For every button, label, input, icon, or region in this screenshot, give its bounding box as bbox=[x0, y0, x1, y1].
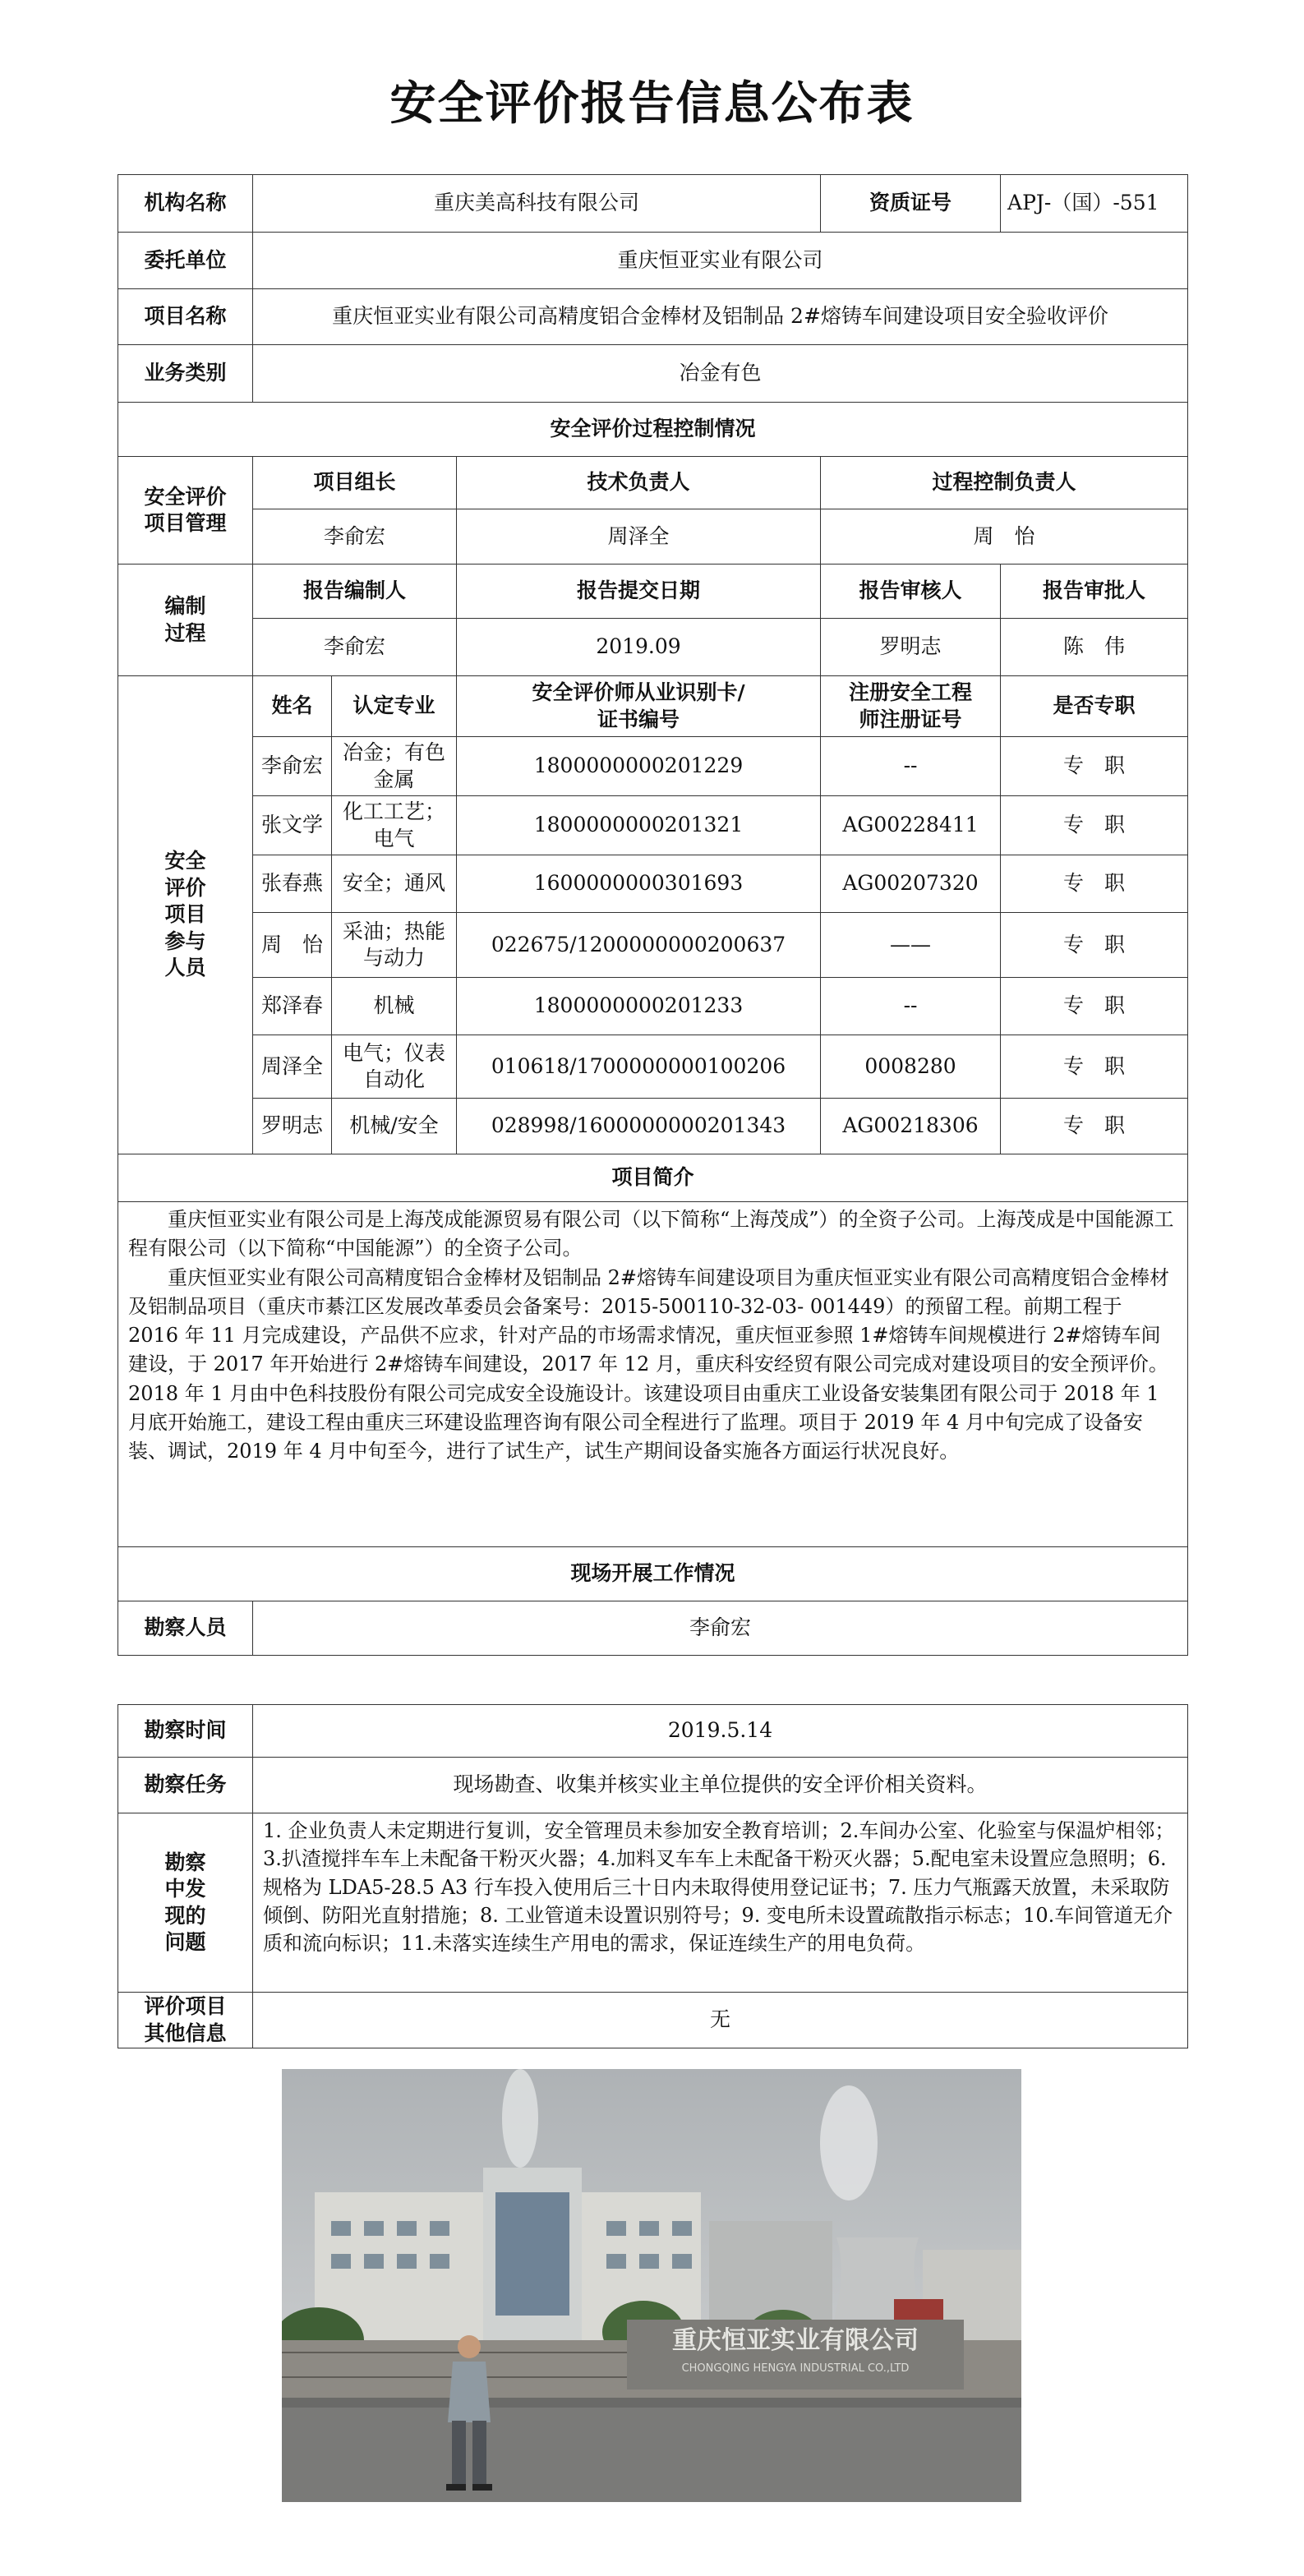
header-cert-number: 安全评价师从业识别卡/ 证书编号 bbox=[457, 676, 821, 737]
approver-value: 陈 伟 bbox=[1001, 619, 1188, 676]
participant-name: 李俞宏 bbox=[253, 737, 332, 796]
client-value: 重庆恒亚实业有限公司 bbox=[253, 233, 1188, 289]
participant-fulltime: 专 职 bbox=[1001, 855, 1188, 913]
participant-major: 安全；通风 bbox=[332, 855, 457, 913]
process-section-heading: 安全评价过程控制情况 bbox=[118, 403, 1188, 457]
header-name: 姓名 bbox=[253, 676, 332, 737]
table-row bbox=[118, 855, 1188, 913]
survey-task-value: 现场勘查、收集并核实业主单位提供的安全评价相关资料。 bbox=[253, 1758, 1188, 1813]
surveyor-label: 勘察人员 bbox=[118, 1601, 253, 1656]
header-process-control: 过程控制负责人 bbox=[821, 457, 1188, 509]
report-info-table bbox=[117, 174, 1188, 1656]
participant-name: 郑泽春 bbox=[253, 978, 332, 1035]
participant-major: 机械/安全 bbox=[332, 1099, 457, 1154]
company-sign-en: CHONGQING HENGYA INDUSTRIAL CO.,LTD bbox=[681, 2362, 910, 2375]
surveyor-value: 李俞宏 bbox=[253, 1601, 1188, 1656]
management-label: 安全评价 项目管理 bbox=[118, 457, 253, 565]
table-row bbox=[118, 1099, 1188, 1154]
participant-fulltime: 专 职 bbox=[1001, 913, 1188, 978]
other-info-label: 评价项目 其他信息 bbox=[118, 1993, 253, 2048]
participant-name: 张文学 bbox=[253, 796, 332, 855]
tech-lead-value: 周泽全 bbox=[457, 509, 821, 565]
participant-reg: -- bbox=[821, 978, 1001, 1035]
participant-name: 罗明志 bbox=[253, 1099, 332, 1154]
participant-reg: 0008280 bbox=[821, 1035, 1001, 1099]
compile-label: 编制 过程 bbox=[118, 565, 253, 676]
onsite-heading: 现场开展工作情况 bbox=[118, 1547, 1188, 1601]
table-row bbox=[118, 737, 1188, 796]
participant-reg: AG00218306 bbox=[821, 1099, 1001, 1154]
project-name-value: 重庆恒亚实业有限公司高精度铝合金棒材及铝制品 2#熔铸车间建设项目安全验收评价 bbox=[253, 289, 1188, 345]
participant-major: 采油；热能 与动力 bbox=[332, 913, 457, 978]
page-title: 安全评价报告信息公布表 bbox=[389, 77, 915, 131]
survey-issues-value: 1. 企业负责人未定期进行复训，安全管理员未参加安全教育培训；2.车间办公室、化验室与保温炉相邻；3.扒渣搅拌车车上未配备干粉灭火器；4.加料叉车车上未配备干粉灭火器；5.配电室未设置应急照明；6.规格为 LDA5-28.5 A3 行车投入使用后三十日内未取得使用登记证书；7. 压力气瓶露天放置，未采取防倾倒、防阳光直射措施；8. 工业管道未设置识别符号；9. 变电所未设置疏散指示标志；10.车间管道无介质和流向标识；11.未落实连续生产用电的需求，保证连续生产的用电负荷。 bbox=[253, 1813, 1188, 1993]
survey-time-label: 勘察时间 bbox=[118, 1705, 253, 1758]
participant-major: 化工工艺； 电气 bbox=[332, 796, 457, 855]
client-label: 委托单位 bbox=[118, 233, 253, 289]
participant-major: 电气；仪表 自动化 bbox=[332, 1035, 457, 1099]
org-name-label: 机构名称 bbox=[118, 175, 253, 233]
org-name-value: 重庆美高科技有限公司 bbox=[253, 175, 821, 233]
header-reg-number: 注册安全工程 师注册证号 bbox=[821, 676, 1001, 737]
report-author-value: 李俞宏 bbox=[253, 619, 457, 676]
header-reviewer: 报告审核人 bbox=[821, 565, 1001, 619]
participants-label: 安全 评价 项目 参与 人员 bbox=[118, 676, 253, 1154]
header-submit-date: 报告提交日期 bbox=[457, 565, 821, 619]
reviewer-value: 罗明志 bbox=[821, 619, 1001, 676]
header-report-author: 报告编制人 bbox=[253, 565, 457, 619]
participant-reg: AG00207320 bbox=[821, 855, 1001, 913]
onsite-info-table bbox=[117, 1704, 1188, 2048]
cert-label: 资质证号 bbox=[821, 175, 1001, 233]
table-row bbox=[118, 796, 1188, 855]
participant-cert: 1800000000201321 bbox=[457, 796, 821, 855]
header-major: 认定专业 bbox=[332, 676, 457, 737]
table-row bbox=[118, 978, 1188, 1035]
intro-paragraph: 重庆恒亚实业有限公司是上海茂成能源贸易有限公司（以下简称“上海茂成”）的全资子公司。上海茂成是中国能源工程有限公司（以下简称“中国能源”）的全资子公司。 bbox=[128, 1208, 1174, 1260]
header-fulltime: 是否专职 bbox=[1001, 676, 1188, 737]
participant-cert: 028998/1600000000201343 bbox=[457, 1099, 821, 1154]
participant-name: 周泽全 bbox=[253, 1035, 332, 1099]
participant-fulltime: 专 职 bbox=[1001, 1035, 1188, 1099]
cert-value: APJ-（国）-551 bbox=[1001, 175, 1188, 233]
table-row bbox=[118, 1035, 1188, 1099]
intro-paragraph: 重庆恒亚实业有限公司高精度铝合金棒材及铝制品 2#熔铸车间建设项目为重庆恒亚实业有限公司高精度铝合金棒材及铝制品项目（重庆市綦江区发展改革委员会备案号：2015-500110-32-03- 001449）的预留工程。前期工程于 2016 年 11 月完成建设，产品供不应求，针对产品的市场需求情况，重庆恒亚参照 1#熔铸车间规模进行 2#熔铸车间建设，于 2017 年开始进行 2#熔铸车间建设，2017 年 12 月，重庆科安经贸有限公司完成对建设项目的安全预评价。2018 年 1 月由中色科技股份有限公司完成安全设施设计。该建设项目由重庆工业设备安装集团有限公司于 2018 年 1 月底开始施工，建设工程由重庆三环建设监理咨询有限公司全程进行了监理。项目于 2019 年 4 月中旬完成了设备安装、调试，2019 年 4 月中旬至今，进行了试生产，试生产期间设备实施各方面运行状况良好。 bbox=[128, 1265, 1170, 1463]
project-name-label: 项目名称 bbox=[118, 289, 253, 345]
participant-fulltime: 专 职 bbox=[1001, 796, 1188, 855]
header-approver: 报告审批人 bbox=[1001, 565, 1188, 619]
team-leader-value: 李俞宏 bbox=[253, 509, 457, 565]
business-type-label: 业务类别 bbox=[118, 345, 253, 403]
participant-cert: 1800000000201229 bbox=[457, 737, 821, 796]
submit-date-value: 2019.09 bbox=[457, 619, 821, 676]
participant-reg: -- bbox=[821, 737, 1001, 796]
participant-name: 周 怡 bbox=[253, 913, 332, 978]
table-row bbox=[118, 913, 1188, 978]
site-photo bbox=[282, 2069, 1021, 2502]
intro-heading: 项目简介 bbox=[118, 1154, 1188, 1202]
participant-reg: AG00228411 bbox=[821, 796, 1001, 855]
survey-issues-label: 勘察 中发 现的 问题 bbox=[118, 1813, 253, 1993]
process-control-value: 周 怡 bbox=[821, 509, 1188, 565]
participant-cert: 1600000000301693 bbox=[457, 855, 821, 913]
business-type-value: 冶金有色 bbox=[253, 345, 1188, 403]
participant-cert: 1800000000201233 bbox=[457, 978, 821, 1035]
participant-cert: 022675/1200000000200637 bbox=[457, 913, 821, 978]
participant-fulltime: 专 职 bbox=[1001, 1099, 1188, 1154]
participant-major: 冶金；有色 金属 bbox=[332, 737, 457, 796]
participant-major: 机械 bbox=[332, 978, 457, 1035]
participant-fulltime: 专 职 bbox=[1001, 978, 1188, 1035]
header-team-leader: 项目组长 bbox=[253, 457, 457, 509]
company-sign: 重庆恒亚实业有限公司 bbox=[672, 2326, 919, 2355]
participant-fulltime: 专 职 bbox=[1001, 737, 1188, 796]
participant-cert: 010618/1700000000100206 bbox=[457, 1035, 821, 1099]
other-info-value: 无 bbox=[253, 1993, 1188, 2048]
survey-task-label: 勘察任务 bbox=[118, 1758, 253, 1813]
intro-body bbox=[118, 1202, 1188, 1547]
participant-name: 张春燕 bbox=[253, 855, 332, 913]
participant-reg: —— bbox=[821, 913, 1001, 978]
survey-time-value: 2019.5.14 bbox=[253, 1705, 1188, 1758]
header-tech-lead: 技术负责人 bbox=[457, 457, 821, 509]
